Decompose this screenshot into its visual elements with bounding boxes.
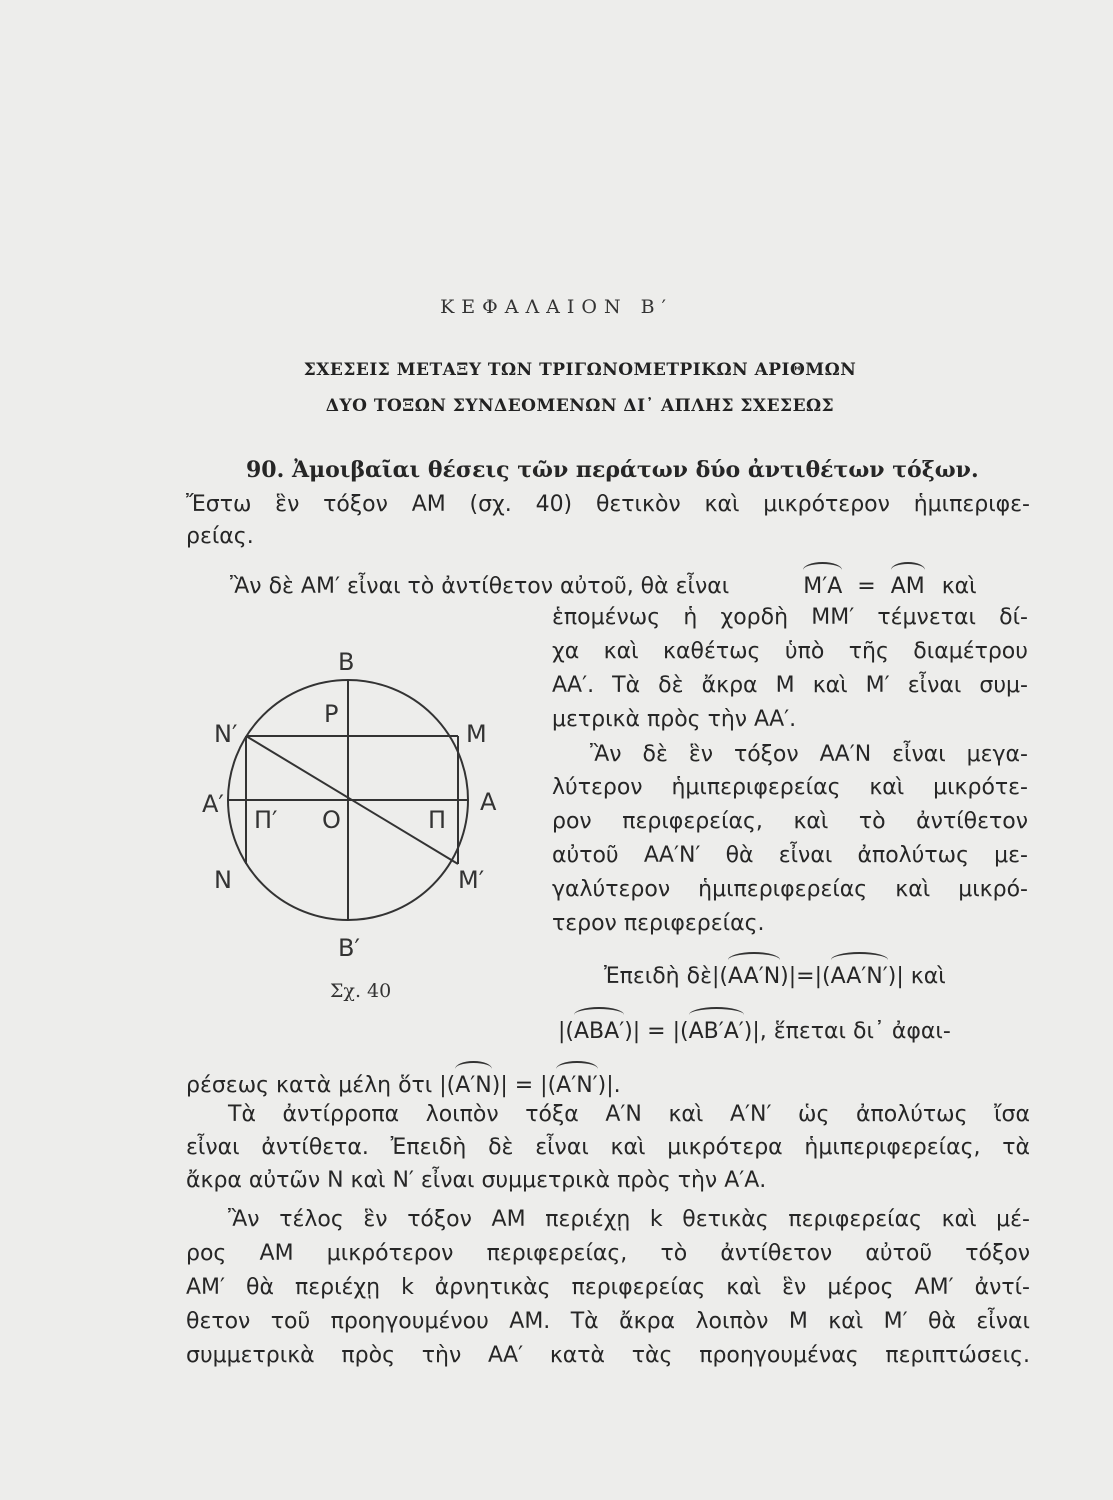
text-line: Ἔστω ἓν τόξον ΑΜ (σχ. 40) θετικὸν καὶ μικρότερον ἡμιπεριφε-	[186, 492, 1030, 517]
text-line: αὐτοῦ ΑΑ′Ν′ θὰ εἶναι ἀπολύτως με-	[552, 843, 1028, 868]
text-line	[230, 568, 977, 602]
equals-sign: =	[857, 574, 876, 599]
section-heading	[246, 455, 979, 485]
label-o: O	[322, 806, 341, 834]
text-line: ρείας.	[186, 524, 254, 549]
text-line: Ἂν δὲ ἓν τόξον ΑΑ′Ν εἶναι μεγα-	[590, 742, 1028, 767]
label-pi-prime: Π′	[254, 806, 278, 834]
chapter-title-line1: ΣΧΕΣΕΙΣ ΜΕΤΑΞΥ ΤΩΝ ΤΡΙΓΩΝΟΜΕΤΡΙΚΩΝ ΑΡΙΘΜΩΝ	[303, 360, 857, 380]
text-line: ἑπομένως ἡ χορδὴ ΜΜ′ τέμνεται δί-	[552, 605, 1028, 630]
text-line: συμμετρικὰ πρὸς τὴν ΑΑ′ κατὰ τὰς προηγουμένας περιπτώσεις.	[186, 1343, 1030, 1368]
arc-notation: ABA′	[574, 1013, 624, 1047]
section-title: Ἀμοιβαῖαι θέσεις τῶν περάτων δύο ἀντιθέτων τόξων.	[291, 457, 979, 483]
arc-notation: AM	[891, 568, 925, 602]
text-span: Ἂν δὲ ΑΜ′ εἶναι τὸ ἀντίθετον αὐτοῦ, θὰ εἶναι	[230, 574, 730, 599]
text-span: )| = |(	[491, 1073, 557, 1098]
text-line	[604, 958, 946, 992]
text-line: ἄκρα αὐτῶν Ν καὶ Ν′ εἶναι συμμετρικὰ πρὸς τὴν Α′Α.	[186, 1168, 767, 1193]
text-line: χα καὶ καθέτως ὑπὸ τῆς διαμέτρου	[552, 639, 1028, 664]
text-line: ρον περιφερείας, καὶ τὸ ἀντίθετον	[552, 809, 1028, 834]
text-span: )| = |(	[624, 1019, 689, 1044]
text-line: θετον τοῦ προηγουμένου ΑΜ. Τὰ ἄκρα λοιπὸν Μ καὶ Μ′ θὰ εἶναι	[186, 1309, 1030, 1334]
chapter-title-line2: ΔΥΟ ΤΟΞΩΝ ΣΥΝΔΕΟΜΕΝΩΝ ΔΙ᾽ ΑΠΛΗΣ ΣΧΕΣΕΩΣ	[325, 396, 835, 416]
arc-notation: AA′N′	[831, 958, 888, 992]
text-line: μετρικὰ πρὸς τὴν ΑΑ′.	[552, 707, 797, 732]
text-span: καὶ	[941, 574, 977, 599]
text-span: )| καὶ	[887, 964, 946, 989]
figure-circle-diagram	[190, 640, 530, 970]
label-b-prime: B′	[338, 934, 360, 962]
label-a-prime: A′	[202, 790, 224, 818]
text-line: λύτερον ἡμιπεριφερείας καὶ μικρότε-	[552, 775, 1028, 800]
label-b: B	[338, 648, 355, 676]
text-span: |(	[439, 1073, 456, 1098]
text-line	[186, 1067, 621, 1101]
arc-notation: M′A	[803, 568, 842, 602]
text-span: ρέσεως κατὰ μέλη ὅτι	[186, 1073, 433, 1098]
text-line: Ἂν τέλος ἓν τόξον ΑΜ περιέχῃ k θετικὰς περιφερείας καὶ μέ-	[228, 1207, 1030, 1232]
text-span: |(	[558, 1019, 574, 1044]
label-m-prime: M′	[458, 866, 485, 894]
text-line: γαλύτερον ἡμιπεριφερείας καὶ μικρό-	[552, 877, 1028, 902]
text-span: )|.	[597, 1073, 621, 1098]
figure-caption: Σχ. 40	[330, 980, 392, 1002]
text-line: ρος ΑΜ μικρότερον περιφερείας, τὸ ἀντίθετον αὐτοῦ τόξον	[186, 1241, 1030, 1266]
text-span: )|, ἕπεται δι᾽ ἀφαι-	[743, 1019, 951, 1044]
arc-notation: A′N′	[556, 1067, 598, 1101]
arc-notation: A′N	[455, 1067, 492, 1101]
text-span: Ἐπειδὴ δὲ	[604, 964, 712, 989]
text-line: τερον περιφερείας.	[552, 911, 765, 936]
label-p: P	[324, 700, 339, 728]
text-line: ΑΑ′. Τὰ δὲ ἄκρα Μ καὶ Μ′ εἶναι συμ-	[552, 673, 1028, 698]
arc-notation: AB′A′	[689, 1013, 744, 1047]
text-line: ΑΜ′ θὰ περιέχῃ k ἀρνητικὰς περιφερείας καὶ ἓν μέρος ΑΜ′ ἀντί-	[186, 1275, 1030, 1300]
text-span: )|=|(	[780, 964, 831, 989]
section-number: 90.	[246, 457, 285, 483]
label-n: N	[214, 866, 232, 894]
label-n-prime: N′	[214, 720, 238, 748]
label-pi: Π	[428, 806, 447, 834]
text-span: |(	[711, 964, 728, 989]
label-a: A	[480, 788, 497, 816]
label-m: M	[466, 720, 487, 748]
text-line: Τὰ ἀντίρροπα λοιπὸν τόξα Α′Ν καὶ Α′Ν′ ὡς ἀπολύτως ἴσα	[228, 1102, 1030, 1127]
text-line	[558, 1013, 951, 1047]
text-line: εἶναι ἀντίθετα. Ἐπειδὴ δὲ εἶναι καὶ μικρότερα ἡμιπεριφερείας, τὰ	[186, 1135, 1030, 1160]
chapter-heading: ΚΕΦΑΛΑΙΟΝ Β′	[440, 296, 673, 318]
arc-notation: AA′N	[728, 958, 780, 992]
